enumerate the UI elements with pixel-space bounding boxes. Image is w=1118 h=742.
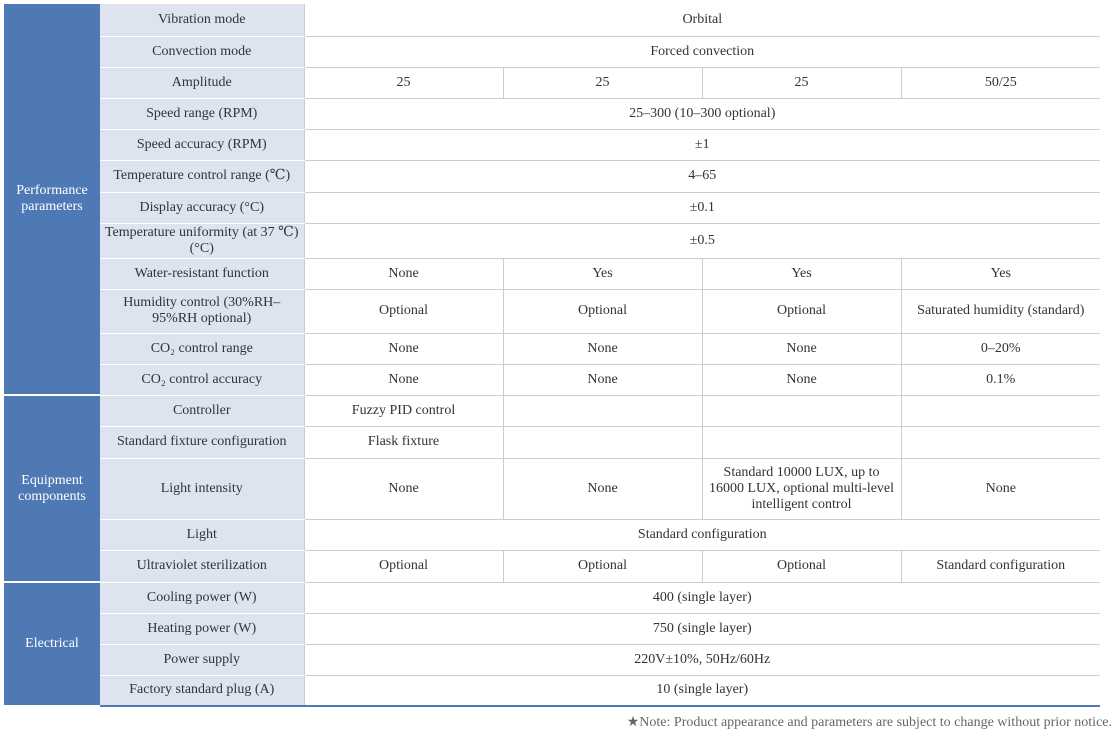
table-row <box>4 644 1100 675</box>
table-row <box>4 364 1100 395</box>
table-row <box>4 4 1100 36</box>
cell-value: Standard 10000 LUX, up to 16000 LUX, optional multi-level intelligent control <box>702 458 901 519</box>
cell-value: 0–20% <box>901 333 1100 364</box>
row-label: Speed range (RPM) <box>100 98 304 129</box>
row-label: Ultraviolet sterilization <box>100 550 304 582</box>
table-row <box>4 223 1100 258</box>
table-row <box>4 98 1100 129</box>
row-label: Controller <box>100 395 304 426</box>
cell-value <box>702 426 901 458</box>
table-row <box>4 426 1100 458</box>
table-row <box>4 613 1100 644</box>
section-electrical: Electrical <box>4 582 100 706</box>
cell-value: 750 (single layer) <box>304 613 1100 644</box>
cell-value: 25–300 (10–300 optional) <box>304 98 1100 129</box>
cell-value: 220V±10%, 50Hz/60Hz <box>304 644 1100 675</box>
section-performance: Performance parameters <box>4 4 100 395</box>
spec-table <box>4 4 1100 707</box>
row-label: Amplitude <box>100 67 304 98</box>
cell-value: Yes <box>702 258 901 289</box>
cell-value <box>503 395 702 426</box>
row-label: CO₂ control accuracy <box>100 364 304 395</box>
cell-value: None <box>304 333 503 364</box>
cell-value: ±0.5 <box>304 223 1100 258</box>
row-label: Heating power (W) <box>100 613 304 644</box>
cell-value: None <box>702 333 901 364</box>
cell-value: None <box>702 364 901 395</box>
cell-value: None <box>503 364 702 395</box>
table-row <box>4 333 1100 364</box>
cell-value: Optional <box>702 550 901 582</box>
cell-value: Standard configuration <box>901 550 1100 582</box>
row-label: Cooling power (W) <box>100 582 304 613</box>
cell-value: Yes <box>503 258 702 289</box>
cell-value: Orbital <box>304 4 1100 36</box>
cell-value: None <box>901 458 1100 519</box>
row-label: Temperature uniformity (at 37 ℃) (°C) <box>100 223 304 258</box>
cell-value: Fuzzy PID control <box>304 395 503 426</box>
table-row <box>4 289 1100 333</box>
cell-value: Forced convection <box>304 36 1100 67</box>
cell-value: Optional <box>304 550 503 582</box>
table-row <box>4 519 1100 550</box>
cell-value: None <box>304 258 503 289</box>
cell-value <box>901 426 1100 458</box>
table-row <box>4 395 1100 426</box>
cell-value: ±1 <box>304 129 1100 160</box>
row-label: Light intensity <box>100 458 304 519</box>
cell-value: 400 (single layer) <box>304 582 1100 613</box>
cell-value: ±0.1 <box>304 192 1100 223</box>
cell-value: Optional <box>702 289 901 333</box>
table-row <box>4 675 1100 706</box>
row-label: Temperature control range (℃) <box>100 160 304 192</box>
row-label: Water-resistant function <box>100 258 304 289</box>
row-label: Light <box>100 519 304 550</box>
cell-value: 10 (single layer) <box>304 675 1100 706</box>
cell-value: None <box>503 458 702 519</box>
cell-value <box>503 426 702 458</box>
table-row <box>4 67 1100 98</box>
cell-value: 25 <box>304 67 503 98</box>
cell-value: 25 <box>702 67 901 98</box>
row-label: Display accuracy (°C) <box>100 192 304 223</box>
cell-value: Flask fixture <box>304 426 503 458</box>
cell-value: None <box>304 458 503 519</box>
cell-value: 25 <box>503 67 702 98</box>
row-label: Factory standard plug (A) <box>100 675 304 706</box>
cell-value: 0.1% <box>901 364 1100 395</box>
table-row <box>4 582 1100 613</box>
row-label: Convection mode <box>100 36 304 67</box>
cell-value: Optional <box>503 550 702 582</box>
cell-value <box>901 395 1100 426</box>
table-row <box>4 192 1100 223</box>
cell-value: Optional <box>503 289 702 333</box>
table-row <box>4 550 1100 582</box>
table-row <box>4 160 1100 192</box>
row-label: Power supply <box>100 644 304 675</box>
cell-value: Standard configuration <box>304 519 1100 550</box>
table-row <box>4 36 1100 67</box>
cell-value: Saturated humidity (standard) <box>901 289 1100 333</box>
row-label: Standard fixture configuration <box>100 426 304 458</box>
row-label: Vibration mode <box>100 4 304 36</box>
row-label: Speed accuracy (RPM) <box>100 129 304 160</box>
cell-value: Optional <box>304 289 503 333</box>
table-row <box>4 458 1100 519</box>
table-row <box>4 258 1100 289</box>
cell-value <box>702 395 901 426</box>
row-label: CO₂ control range <box>100 333 304 364</box>
cell-value: None <box>503 333 702 364</box>
cell-value: Yes <box>901 258 1100 289</box>
footnote: ★Note: Product appearance and parameters are subject to change without prior notice. <box>626 715 1112 730</box>
cell-value: 4–65 <box>304 160 1100 192</box>
table-row <box>4 129 1100 160</box>
row-label: Humidity control (30%RH–95%RH optional) <box>100 289 304 333</box>
section-equipment: Equipment components <box>4 395 100 582</box>
cell-value: None <box>304 364 503 395</box>
cell-value: 50/25 <box>901 67 1100 98</box>
